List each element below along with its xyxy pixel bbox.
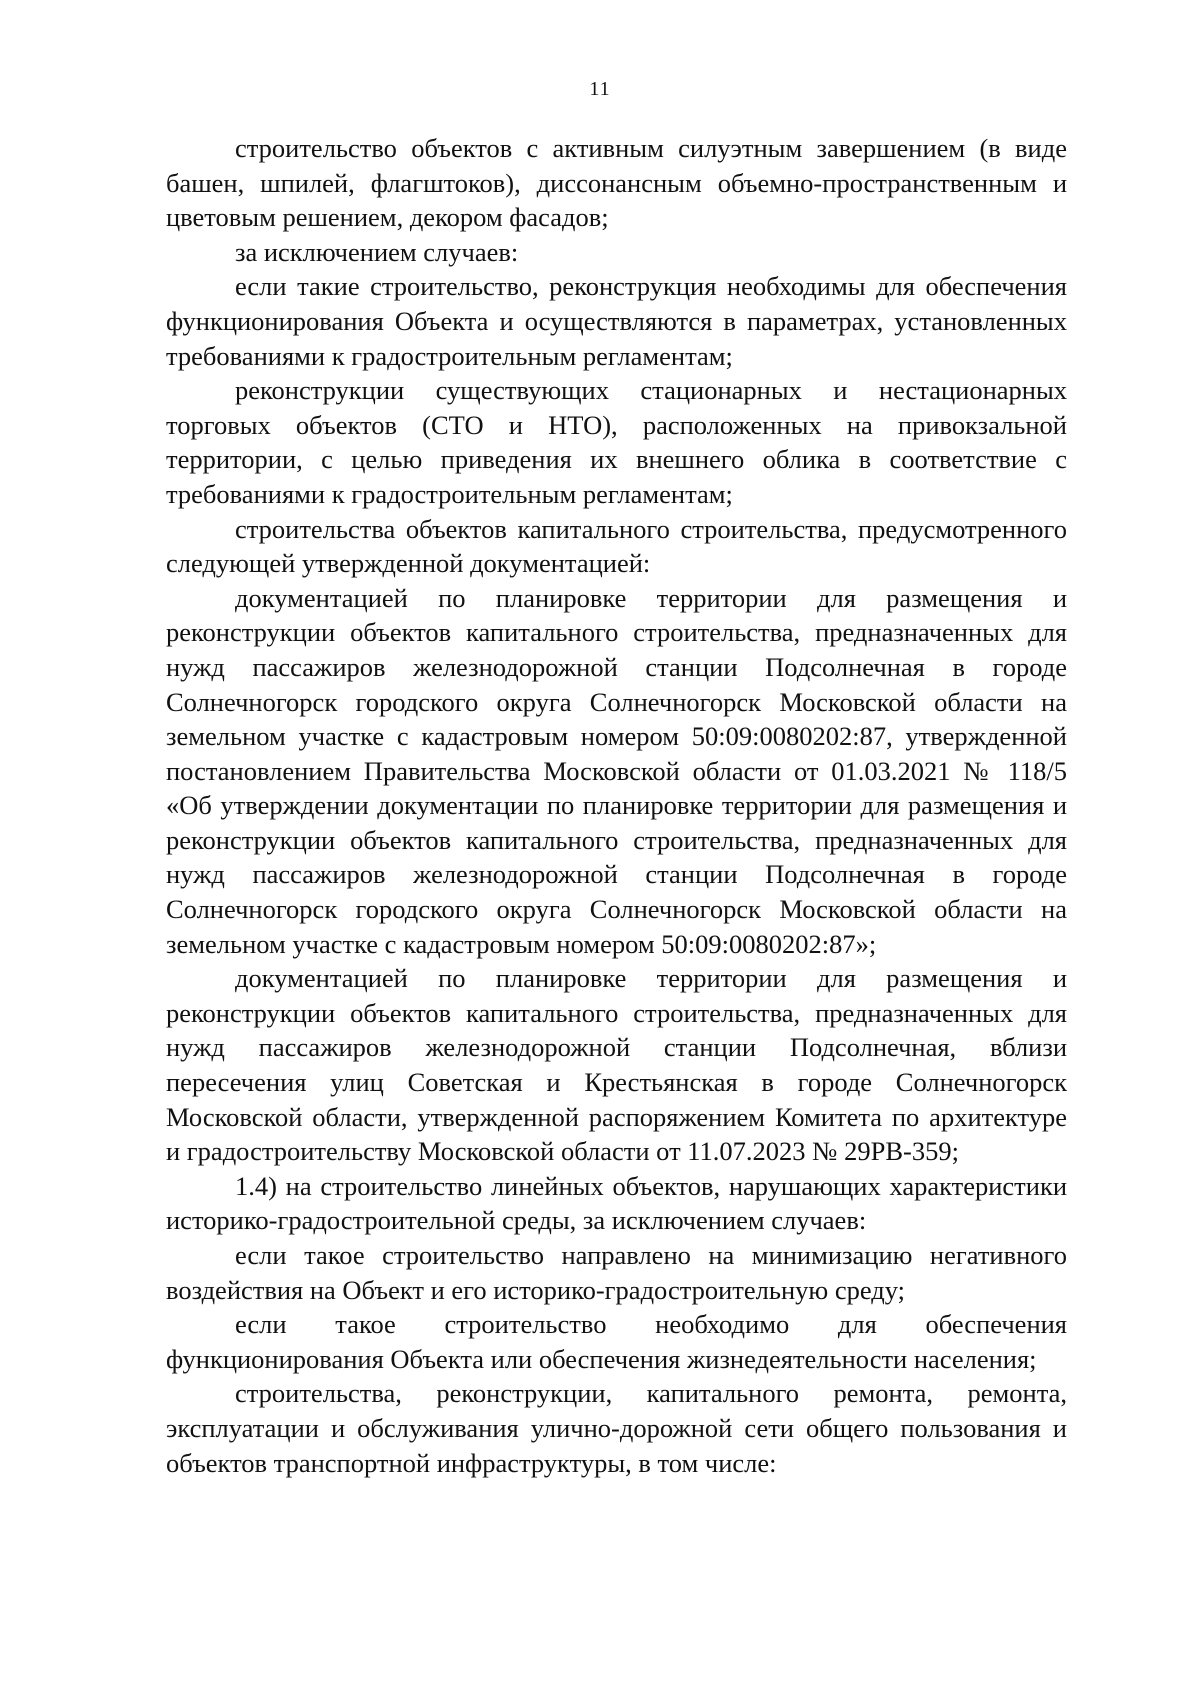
paragraph-necessary-functioning: если такое строительство необходимо для обеспечения функционирования Объекта или обеспечения жизнедеятельности населения; <box>166 1309 1067 1374</box>
document-body <box>166 131 1067 1480</box>
paragraph-linear-objects: 1.4) на строительство линейных объектов, нарушающих характеристики историко-градостроительной среды, за исключением случаев: <box>166 1170 1067 1236</box>
paragraph-exception-capital-construction: строительства объектов капитального строительства, предусмотренного следующей утвержденной документацией: <box>166 513 1067 579</box>
paragraph-road-network: строительства, реконструкции, капитального ремонта, ремонта, эксплуатации и обслуживания улично-дорожной сети общего пользования и объектов транспортной инфраструктуры, в том числе: <box>166 1378 1067 1478</box>
paragraph-minimize-impact: если такое строительство направлено на минимизацию негативного воздействия на Объект и его историко-градостроительную среду; <box>166 1240 1067 1305</box>
page-number: 11 <box>589 78 611 100</box>
paragraph-silhouette-construction: строительство объектов с активным силуэтным завершением (в виде башен, шпилей, флагштоков), диссонансным объемно-пространственным и цветовым решением, декором фасадов; <box>166 133 1067 233</box>
paragraph-planning-documentation-2: документацией по планировке территории для размещения и реконструкции объектов капитального строительства, предназначенных для нужд пассажиров железнодорожной станции Подсолнечная, вблизи пересечения улиц Советская и Крестьянская в городе Солнечногорск Московской области, утвержденной распоряжением Комитета по архитектуре и градостроительству Московской области от 11.07.2023 № 29РВ-359; <box>166 963 1067 1167</box>
paragraph-exceptions-heading: за исключением случаев: <box>235 236 519 267</box>
paragraph-exception-trade-objects: реконструкции существующих стационарных и нестационарных торговых объектов (СТО и НТО), расположенных на привокзальной территории, с целью приведения их внешнего облика в соответствие с требованиями к градостроительным регламентам; <box>166 375 1067 509</box>
paragraph-planning-documentation-1: документацией по планировке территории для размещения и реконструкции объектов капитального строительства, предназначенных для нужд пассажиров железнодорожной станции Подсолнечная в городе Солнечногорск городского округа Солнечногорск Московской области на земельном участке с кадастровым номером 50:09:0080202:87, утвержденной постановлением Правительства Московской области от 01.03.2021 № 118/5 «Об утверждении документации по планировке территории для размещения и реконструкции объектов капитального строительства, предназначенных для нужд пассажиров железнодорожной станции Подсолнечная в городе Солнечногорск городского округа Солнечногорск Московской области на земельном участке с кадастровым номером 50:09:0080202:87»; <box>166 582 1067 959</box>
paragraph-exception-functioning: если такие строительство, реконструкция необходимы для обеспечения функционирования Объекта и осуществляются в параметрах, установленных требованиями к градостроительным регламентам; <box>166 271 1067 371</box>
